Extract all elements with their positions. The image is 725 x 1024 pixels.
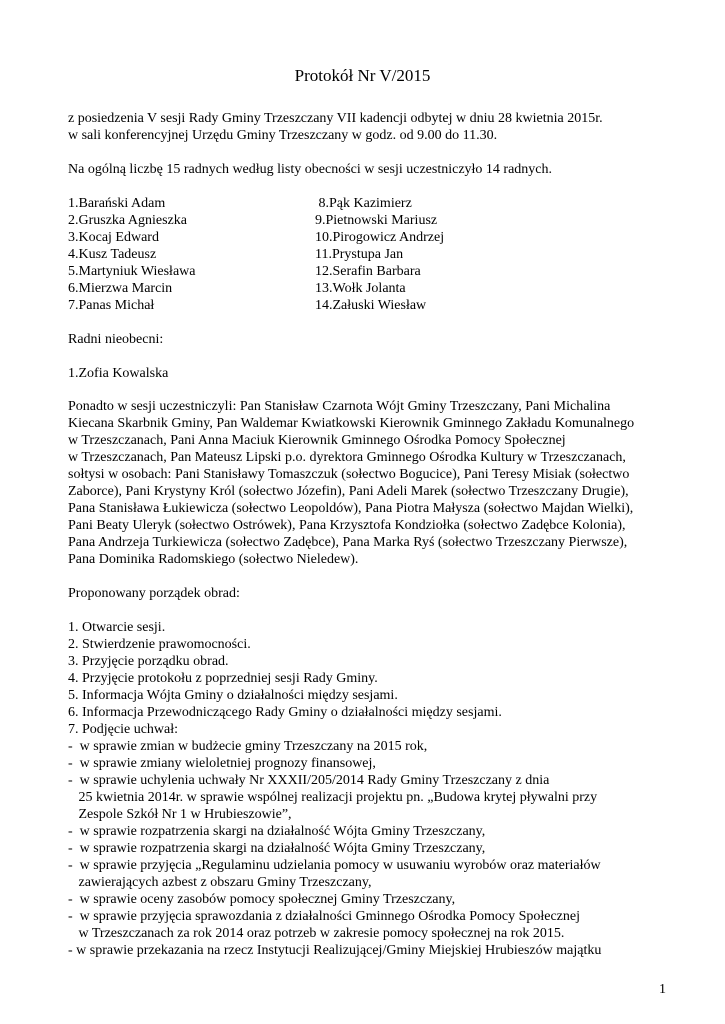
councillor-item: 8.Pąk Kazimierz (315, 196, 412, 211)
intro-line: w sali konferencyjnej Urzędu Gminy Trzeszczany w godz. od 9.00 do 11.30. (68, 128, 498, 143)
guests-line: Pana Andrzeja Turkiewicza (sołectwo Zadębce), Pana Marka Ryś (sołectwo Trzeszczany Pierwsze), (68, 535, 628, 550)
agenda-heading: Proponowany porządek obrad: (68, 586, 240, 601)
councillor-item: 9.Pietnowski Mariusz (315, 213, 438, 228)
councillor-item: 10.Pirogowicz Andrzej (315, 230, 445, 245)
agenda-item: - w sprawie przyjęcia „Regulaminu udzielania pomocy w usuwaniu wyrobów oraz materiałów (68, 858, 601, 873)
agenda-item: - w sprawie przyjęcia sprawozdania z działalności Gminnego Ośrodka Pomocy Społecznej (68, 909, 580, 924)
guests-line: Ponadto w sesji uczestniczyli: Pan Stanisław Czarnota Wójt Gminy Trzeszczany, Pani Michalina (68, 399, 611, 414)
guests-line: w Trzeszczanach, Pani Anna Maciuk Kierownik Gminnego Ośrodka Pomocy Społecznej (68, 433, 566, 448)
agenda-item: - w sprawie przekazania na rzecz Instytucji Realizującej/Gminy Miejskiej Hrubieszów majątku (68, 943, 602, 958)
agenda-item: - w sprawie rozpatrzenia skargi na działalność Wójta Gminy Trzeszczany, (68, 824, 486, 839)
agenda-item: - w sprawie zmiany wieloletniej prognozy finansowej, (68, 756, 376, 771)
guests-line: Kiecana Skarbnik Gminy, Pan Waldemar Kwiatkowski Kierownik Gminnego Zakładu Komunalnego (68, 416, 635, 431)
guests-line: Zaborce), Pani Krystyny Król (sołectwo Józefin), Pani Adeli Marek (sołectwo Trzeszczany Drugie), (68, 484, 629, 499)
agenda-item: w Trzeszczanach za rok 2014 oraz potrzeb w zakresie pomocy społecznej na rok 2015. (68, 926, 565, 941)
councillor-item: 3.Kocaj Edward (68, 230, 159, 245)
agenda-item: 4. Przyjęcie protokołu z poprzedniej sesji Rady Gminy. (68, 671, 378, 686)
councillor-item: 7.Panas Michał (68, 298, 155, 313)
agenda-item: 25 kwietnia 2014r. w sprawie wspólnej realizacji projektu pn. „Budowa krytej pływalni przy (68, 790, 598, 805)
agenda-item: 7. Podjęcie uchwał: (68, 722, 179, 737)
agenda-item: - w sprawie zmian w budżecie gminy Trzeszczany na 2015 rok, (68, 739, 428, 754)
agenda-item: 2. Stwierdzenie prawomocności. (68, 637, 251, 652)
agenda-item: 1. Otwarcie sesji. (68, 620, 166, 635)
agenda-item: 5. Informacja Wójta Gminy o działalności między sesjami. (68, 688, 398, 703)
agenda-item: zawierających azbest z obszaru Gminy Trzeszczany, (68, 875, 372, 890)
agenda-item: - w sprawie oceny zasobów pomocy społecznej Gminy Trzeszczany, (68, 892, 456, 907)
guests-line: w Trzeszczanach, Pan Mateusz Lipski p.o. dyrektora Gminnego Ośrodka Kultury w Trzeszczanach, (68, 450, 626, 465)
intro-line: z posiedzenia V sesji Rady Gminy Trzeszczany VII kadencji odbytej w dniu 28 kwietnia 2015r. (68, 111, 603, 126)
guests-line: Pana Dominika Radomskiego (sołectwo Nieledew). (68, 552, 359, 567)
councillor-item: 1.Barański Adam (68, 196, 166, 211)
absent-heading: Radni nieobecni: (68, 332, 164, 347)
guests-line: sołtysi w osobach: Pani Stanisławy Tomaszczuk (sołectwo Bogucice), Pani Teresy Misiak (sołectwo (68, 467, 630, 482)
councillor-item: 5.Martyniuk Wiesława (68, 264, 196, 279)
councillor-item: 13.Wołk Jolanta (315, 281, 406, 296)
agenda-item: Zespole Szkół Nr 1 w Hrubieszowie”, (68, 807, 292, 822)
councillor-item: 14.Załuski Wiesław (315, 298, 427, 313)
councillor-item: 6.Mierzwa Marcin (68, 281, 173, 296)
councillor-item: 2.Gruszka Agnieszka (68, 213, 187, 228)
councillor-item: 4.Kusz Tadeusz (68, 247, 157, 262)
guests-line: Pani Beaty Uleryk (sołectwo Ostrówek), Pana Krzysztofa Kondziołka (sołectwo Zadębce Kolonia), (68, 518, 626, 533)
councillor-item: 11.Prystupa Jan (315, 247, 404, 262)
agenda-item: - w sprawie uchylenia uchwały Nr XXXII/205/2014 Rady Gminy Trzeszczany z dnia (68, 773, 550, 788)
agenda-item: 3. Przyjęcie porządku obrad. (68, 654, 229, 669)
guests-line: Pana Stanisława Łukiewicza (sołectwo Leopoldów), Pana Piotra Małysza (sołectwo Majdan Wielki), (68, 501, 634, 516)
agenda-item: 6. Informacja Przewodniczącego Rady Gminy o działalności między sesjami. (68, 705, 502, 720)
attendance-text: Na ogólną liczbę 15 radnych według listy obecności w sesji uczestniczyło 14 radnych. (68, 162, 553, 177)
agenda-item: - w sprawie rozpatrzenia skargi na działalność Wójta Gminy Trzeszczany, (68, 841, 486, 856)
page-number: 1 (659, 982, 666, 997)
councillor-item: 12.Serafin Barbara (315, 264, 421, 279)
page-title: Protokół Nr V/2015 (294, 66, 431, 85)
absent-item: 1.Zofia Kowalska (68, 366, 169, 381)
